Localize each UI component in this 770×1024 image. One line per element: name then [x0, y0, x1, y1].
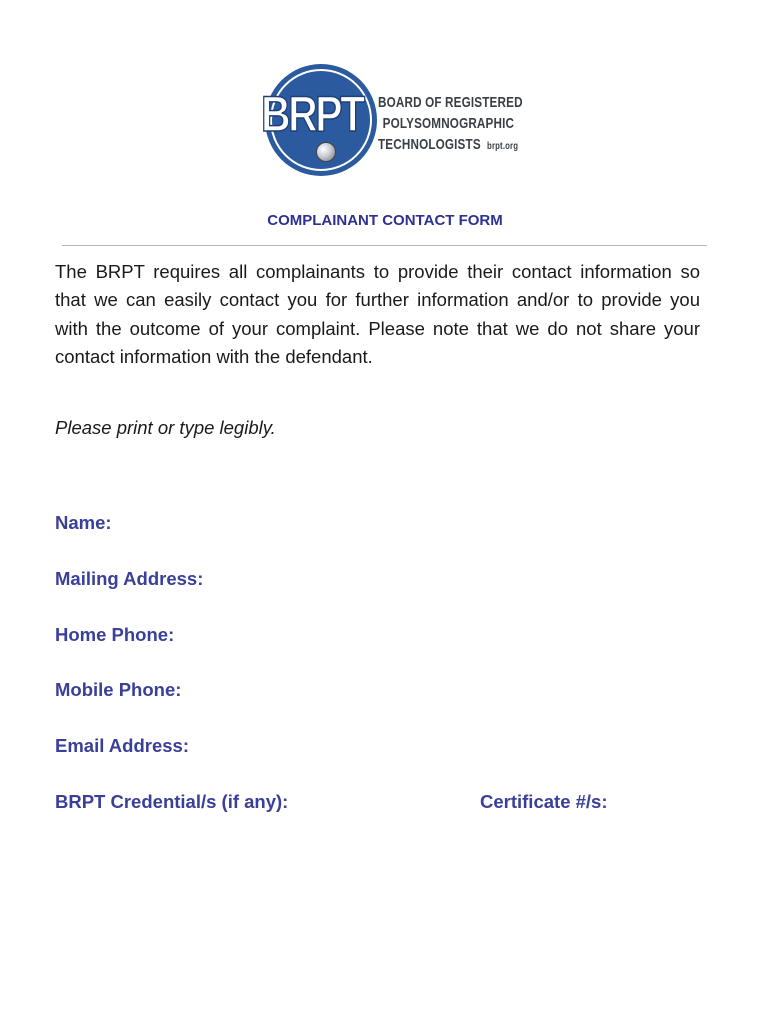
- brpt-logo: [261, 64, 535, 180]
- logo-line-1: BOARD OF REGISTERED: [378, 94, 523, 111]
- logo-url: brpt.org: [487, 141, 519, 152]
- logo-line-2: POLYSOMNOGRAPHIC: [382, 115, 515, 132]
- logo-orb-icon: [316, 142, 336, 162]
- logo-letters: BRPT: [261, 86, 363, 142]
- mailing-address-label: Mailing Address:: [55, 568, 204, 589]
- home-phone-label: Home Phone:: [55, 624, 175, 645]
- form-title: COMPLAINANT CONTACT FORM: [267, 212, 503, 229]
- logo-line-3: TECHNOLOGISTS: [378, 136, 481, 153]
- certificate-label: Certificate #/s:: [480, 791, 608, 812]
- credentials-label: BRPT Credential/s (if any):: [55, 791, 289, 812]
- logo-wordmark: [378, 92, 523, 157]
- name-label: Name:: [55, 512, 112, 533]
- email-address-label: Email Address:: [55, 735, 189, 756]
- print-note: Please print or type legibly.: [55, 417, 276, 438]
- logo-line-3-row: [378, 134, 519, 157]
- title-divider: [62, 245, 707, 246]
- mobile-phone-label: Mobile Phone:: [55, 679, 182, 700]
- intro-paragraph: The BRPT requires all complainants to provide their contact information so that we can easily contact you for further information and/or to provide you with the outcome of your complaint. Please note that we do not share your contact information with the defendant.: [55, 261, 700, 368]
